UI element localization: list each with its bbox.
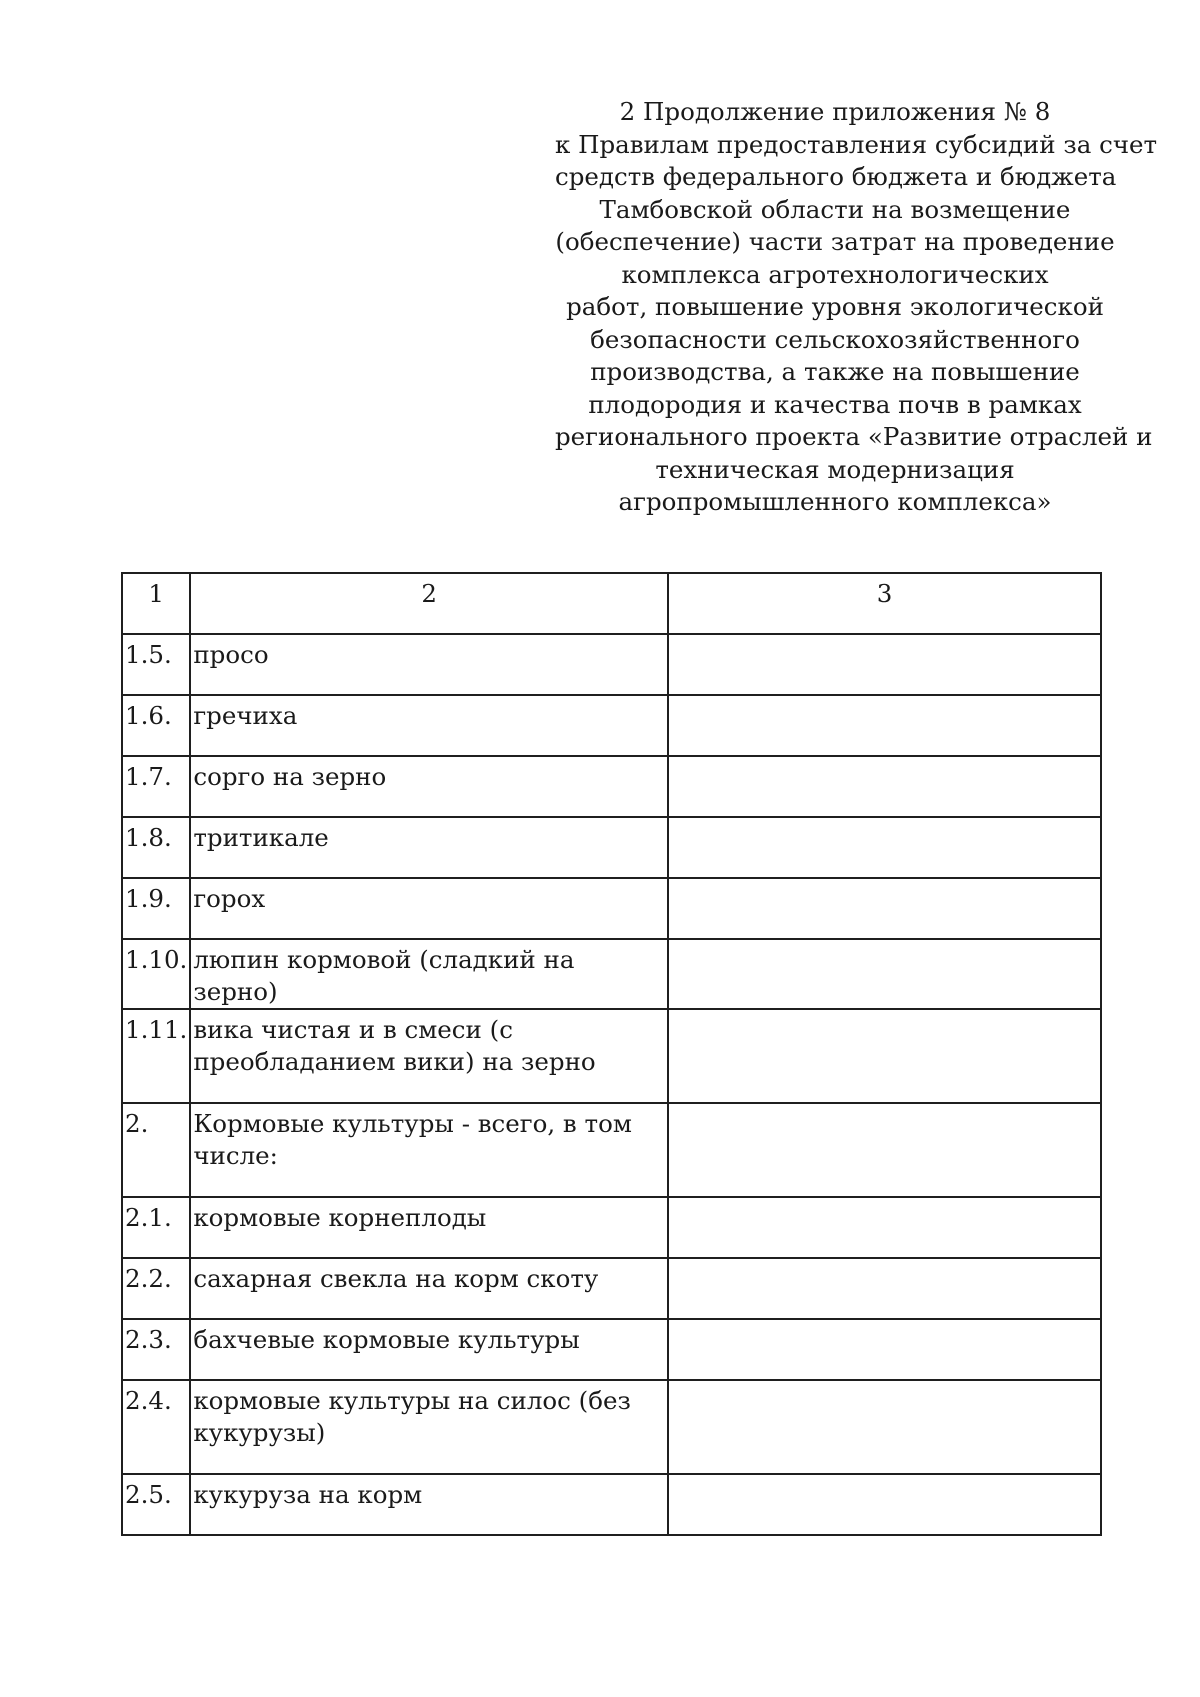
row-value (668, 695, 1101, 756)
table-header-row (122, 573, 1101, 634)
column-header: 2 (190, 573, 668, 634)
row-number: 1.10. (122, 939, 190, 1009)
table-row (122, 1474, 1101, 1535)
header-line: техническая модернизация (655, 454, 1015, 484)
row-number: 1.5. (122, 634, 190, 695)
row-name: вика чистая и в смеси (с преобладанием вики) на зерно (190, 1009, 668, 1103)
row-number: 2.1. (122, 1197, 190, 1258)
table-row (122, 817, 1101, 878)
header-line: средств федерального бюджета и бюджета (555, 162, 1117, 191)
header-line: комплекса агротехнологических (621, 259, 1049, 289)
row-number: 1.7. (122, 756, 190, 817)
table-row (122, 1380, 1101, 1474)
table-row (122, 939, 1101, 1009)
row-name: кормовые корнеплоды (190, 1197, 668, 1258)
row-value (668, 939, 1101, 1009)
row-name: Кормовые культуры - всего, в том числе: (190, 1103, 668, 1197)
row-name: бахчевые кормовые культуры (190, 1319, 668, 1380)
table-row (122, 1258, 1101, 1319)
row-name: сорго на зерно (190, 756, 668, 817)
row-number: 2.3. (122, 1319, 190, 1380)
column-header: 3 (668, 573, 1101, 634)
row-number: 2. (122, 1103, 190, 1197)
row-value (668, 1197, 1101, 1258)
header-line: Тамбовской области на возмещение (599, 194, 1071, 224)
table-row (122, 1009, 1101, 1103)
row-name: тритикале (190, 817, 668, 878)
row-value (668, 1380, 1101, 1474)
header-line: безопасности сельскохозяйственного (590, 324, 1080, 354)
row-number: 1.9. (122, 878, 190, 939)
row-number: 2.4. (122, 1380, 190, 1474)
table-row (122, 756, 1101, 817)
row-value (668, 1319, 1101, 1380)
row-value (668, 817, 1101, 878)
header-line: плодородия и качества почв в рамках (588, 389, 1082, 419)
row-number: 2.2. (122, 1258, 190, 1319)
row-value (668, 878, 1101, 939)
row-number: 1.11. (122, 1009, 190, 1103)
table-row (122, 1103, 1101, 1197)
row-number: 2.5. (122, 1474, 190, 1535)
row-name: сахарная свекла на корм скоту (190, 1258, 668, 1319)
row-value (668, 1103, 1101, 1197)
row-name: кормовые культуры на силос (без кукурузы) (190, 1380, 668, 1474)
appendix-header (555, 96, 1158, 519)
header-line: работ, повышение уровня экологической (566, 292, 1104, 321)
header-line: 2 Продолжение приложения № 8 (619, 97, 1051, 126)
row-value (668, 1258, 1101, 1319)
table-row (122, 634, 1101, 695)
header-line: к Правилам предоставления субсидий за счет (555, 129, 1158, 159)
row-number: 1.6. (122, 695, 190, 756)
row-value (668, 756, 1101, 817)
table-row (122, 1197, 1101, 1258)
row-name: кукуруза на корм (190, 1474, 668, 1535)
column-header: 1 (122, 573, 190, 634)
row-name: горох (190, 878, 668, 939)
row-value (668, 634, 1101, 695)
row-name: просо (190, 634, 668, 695)
row-name: люпин кормовой (сладкий на зерно) (190, 939, 668, 1009)
table-row (122, 1319, 1101, 1380)
header-line: агропромышленного комплекса» (618, 487, 1052, 516)
row-name: гречиха (190, 695, 668, 756)
header-line: (обеспечение) части затрат на проведение (555, 227, 1115, 256)
row-number: 1.8. (122, 817, 190, 878)
header-line: регионального проекта «Развитие отраслей и (555, 422, 1153, 451)
crops-table (121, 572, 1102, 1536)
row-value (668, 1474, 1101, 1535)
header-line: производства, а также на повышение (590, 357, 1080, 386)
row-value (668, 1009, 1101, 1103)
table-row (122, 695, 1101, 756)
table-row (122, 878, 1101, 939)
